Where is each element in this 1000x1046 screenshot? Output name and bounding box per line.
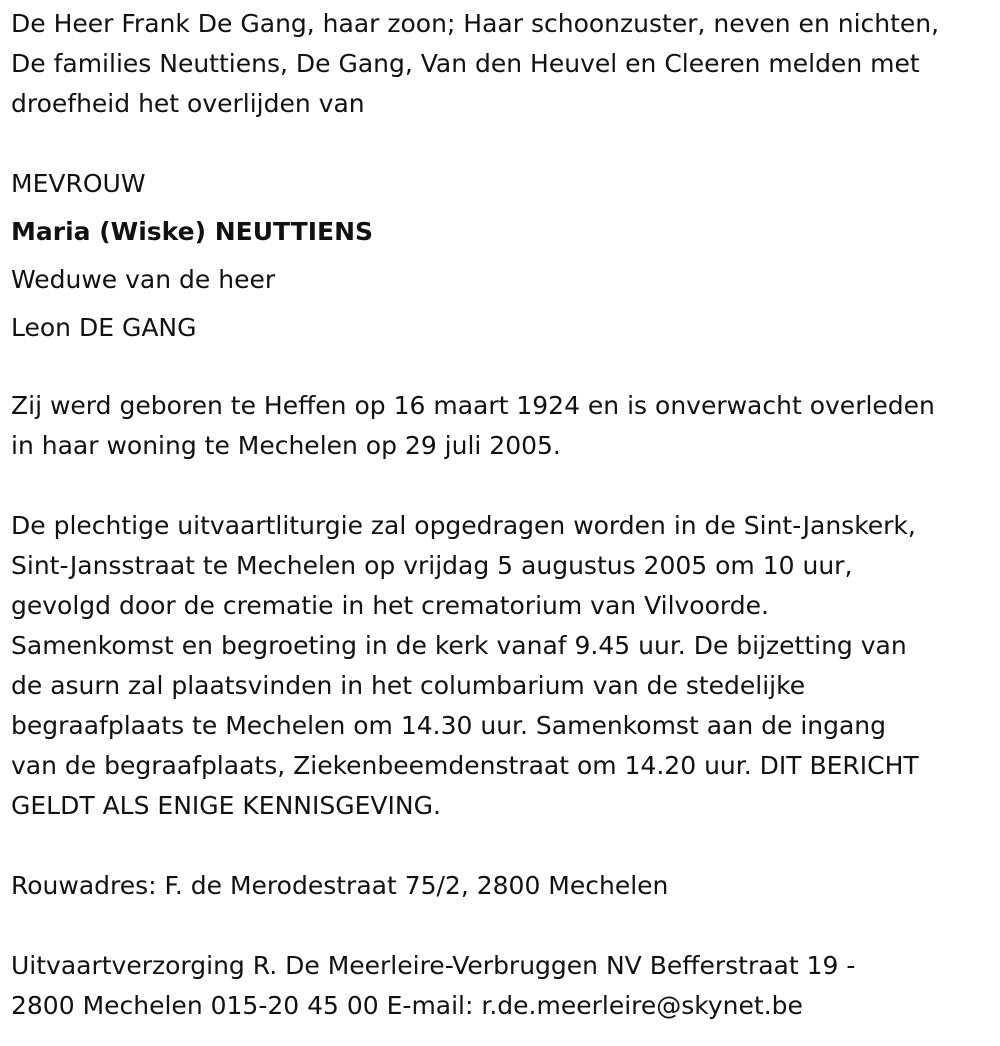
birth-death-line: Zij werd geboren te Heffen op 16 maart 1924 en is onverwacht overleden (11, 391, 935, 420)
deceased-title: MEVROUW (11, 169, 146, 198)
spacer (11, 906, 990, 946)
birth-death-paragraph (11, 386, 990, 466)
deceased-spouse: Leon DE GANG (11, 313, 197, 342)
mourning-address-paragraph (11, 866, 990, 906)
ceremony-line: Sint-Jansstraat te Mechelen op vrijdag 5 augustus 2005 om 10 uur, (11, 551, 853, 580)
spacer (11, 826, 990, 866)
birth-death-line: in haar woning te Mechelen op 29 juli 2005. (11, 431, 561, 460)
ceremony-paragraph (11, 506, 990, 826)
deceased-block (11, 164, 990, 356)
ceremony-line: van de begraafplaats, Ziekenbeemdenstraat om 14.20 uur. DIT BERICHT (11, 751, 919, 780)
deceased-relation: Weduwe van de heer (11, 265, 276, 294)
intro-line: De Heer Frank De Gang, haar zoon; Haar schoonzuster, neven en nichten, (11, 9, 940, 38)
deceased-name: Maria (Wiske) NEUTTIENS (11, 217, 373, 246)
spacer (11, 466, 990, 506)
ceremony-line: De plechtige uitvaartliturgie zal opgedragen worden in de Sint-Janskerk, (11, 511, 916, 540)
ceremony-line: GELDT ALS ENIGE KENNISGEVING. (11, 791, 441, 820)
spacer (11, 124, 990, 164)
funeral-director-line: 2800 Mechelen 015-20 45 00 E-mail: r.de.meerleire@skynet.be (11, 991, 803, 1020)
funeral-director-line: Uitvaartverzorging R. De Meerleire-Verbruggen NV Befferstraat 19 - (11, 951, 856, 980)
ceremony-line: begraafplaats te Mechelen om 14.30 uur. Samenkomst aan de ingang (11, 711, 887, 740)
funeral-director-paragraph (11, 946, 990, 1026)
intro-line: droefheid het overlijden van (11, 89, 365, 118)
intro-paragraph (11, 4, 990, 124)
spacer (11, 356, 990, 386)
intro-line: De families Neuttiens, De Gang, Van den Heuvel en Cleeren melden met (11, 49, 920, 78)
ceremony-line: de asurn zal plaatsvinden in het columbarium van de stedelijke (11, 671, 806, 700)
mourning-address: Rouwadres: F. de Merodestraat 75/2, 2800 Mechelen (11, 871, 669, 900)
ceremony-line: Samenkomst en begroeting in de kerk vanaf 9.45 uur. De bijzetting van (11, 631, 907, 660)
ceremony-line: gevolgd door de crematie in het crematorium van Vilvoorde. (11, 591, 769, 620)
